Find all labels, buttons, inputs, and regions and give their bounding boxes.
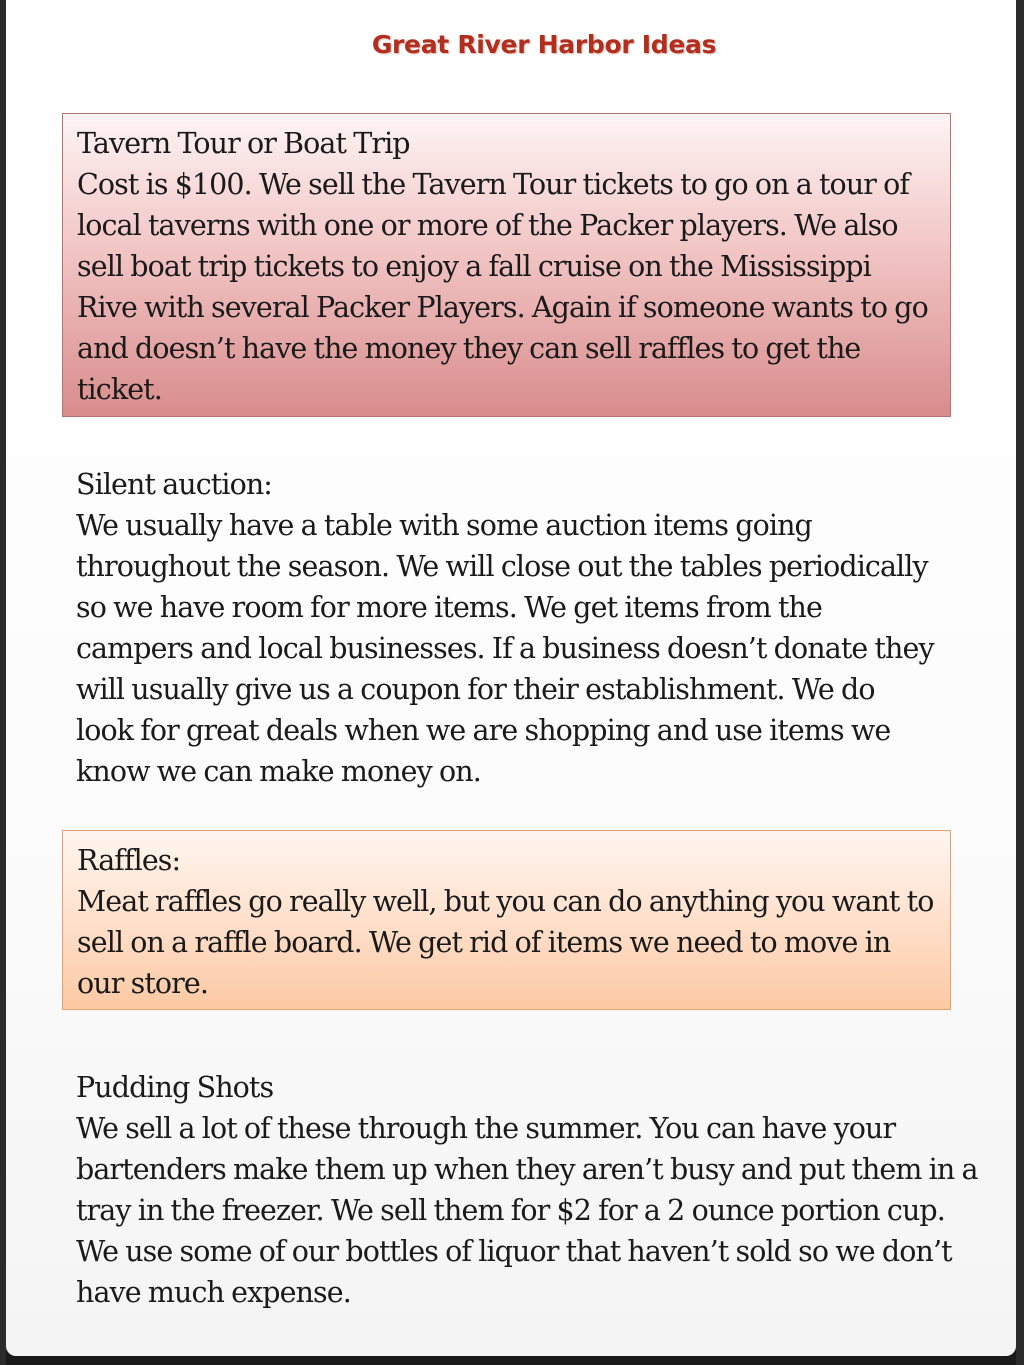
silent-auction-body: We usually have a table with some auction items going throughout the season. We will close out the tables periodically so we have room for more items. We get items from the campers and local businesses. If a business doesn’t donate they will usually give us a coupon for their establishment. We do look for great deals when we are shopping and use items we know we can make money on. <box>76 509 934 788</box>
pudding-shots-body: We sell a lot of these through the summer. You can have your bartenders make them up when they aren’t busy and put them in a tray in the freezer. We sell them for $2 for a 2 ounce portion cup. We use some of our bottles of liquor that haven’t sold so we don’t have much expense. <box>76 1112 978 1309</box>
raffles-body: Meat raffles go really well, but you can do anything you want to sell on a raffle board. We get rid of items we need to move in our store. <box>77 885 934 1000</box>
tavern-tour-body: Cost is $100. We sell the Tavern Tour tickets to go on a tour of local taverns with one or more of the Packer players. We also sell boat trip tickets to enjoy a fall cruise on the Mississippi Rive with several Packer Players. Again if someone wants to go and doesn’t have the money they can sell raffles to get the ticket. <box>77 168 928 406</box>
raffles-box <box>62 830 951 1010</box>
right-frame-edge <box>1016 0 1024 1365</box>
pudding-shots-heading: Pudding Shots <box>76 1071 274 1104</box>
page-title: Great River Harbor Ideas <box>371 30 717 59</box>
silent-auction-section <box>62 455 951 800</box>
tavern-tour-heading: Tavern Tour or Boat Trip <box>77 127 410 160</box>
silent-auction-heading: Silent auction: <box>76 468 272 501</box>
slide-page <box>6 0 1016 1356</box>
raffles-heading: Raffles: <box>77 844 181 877</box>
tavern-tour-box <box>62 113 951 417</box>
pudding-shots-section <box>62 1058 1002 1321</box>
